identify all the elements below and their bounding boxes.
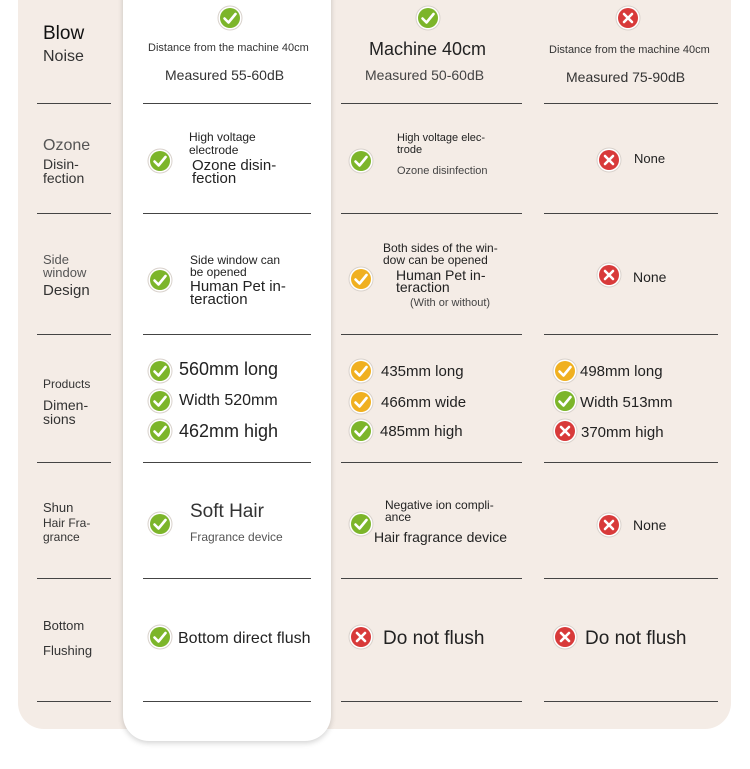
row-label-flushing bbox=[43, 619, 92, 657]
x-circle-icon bbox=[552, 418, 578, 444]
row-divider bbox=[544, 578, 718, 579]
x-circle-icon bbox=[596, 147, 622, 173]
cell-text: 435mm long bbox=[381, 363, 464, 380]
check-circle-icon bbox=[415, 5, 441, 31]
row-label-ozone bbox=[43, 138, 90, 185]
row-divider bbox=[143, 701, 311, 702]
check-circle-icon bbox=[552, 358, 578, 384]
check-circle-icon bbox=[348, 148, 374, 174]
row-divider bbox=[37, 701, 111, 702]
cell-text: None bbox=[633, 517, 667, 533]
cell-text: Measured 55-60dB bbox=[165, 67, 285, 83]
row-divider bbox=[341, 701, 522, 702]
check-circle-icon bbox=[147, 358, 173, 384]
row-label-line: Blow bbox=[43, 23, 85, 44]
cell-text: Width 520mm bbox=[179, 392, 278, 409]
row-divider bbox=[544, 701, 718, 702]
row-divider bbox=[37, 213, 111, 214]
row-label-line: Ozone bbox=[43, 137, 91, 154]
cell-text: teraction bbox=[190, 291, 248, 308]
x-circle-icon bbox=[596, 512, 622, 538]
cell-text: Both sides of the win- bbox=[383, 241, 498, 255]
row-label-dimensions bbox=[43, 378, 90, 426]
x-circle-icon bbox=[596, 262, 622, 288]
cell-text: Machine 40cm bbox=[369, 39, 487, 59]
check-circle-icon bbox=[147, 624, 173, 650]
cell-text: High voltage bbox=[189, 130, 256, 144]
row-divider bbox=[544, 103, 718, 104]
cell-text: Human Pet in- bbox=[396, 267, 486, 283]
row-divider bbox=[143, 462, 311, 463]
cell-text: Distance from the machine 40cm bbox=[148, 42, 309, 54]
row-label-line: Products bbox=[43, 377, 91, 391]
row-label-line: Side bbox=[43, 252, 70, 267]
row-divider bbox=[544, 213, 718, 214]
row-divider bbox=[341, 213, 522, 214]
check-circle-icon bbox=[348, 389, 374, 415]
check-circle-icon bbox=[348, 511, 374, 537]
cell-text: Ozone disin- bbox=[192, 157, 277, 174]
row-divider bbox=[341, 334, 522, 335]
row-label-line: Hair Fra- bbox=[43, 516, 91, 530]
row-label-line: Flushing bbox=[43, 643, 93, 658]
row-divider bbox=[37, 578, 111, 579]
cell-text: be opened bbox=[190, 265, 247, 279]
x-circle-icon bbox=[552, 624, 578, 650]
cell-text: fection bbox=[192, 170, 237, 187]
row-label-line: fection bbox=[43, 170, 85, 186]
cell-text: Side window can bbox=[190, 253, 281, 267]
cell-text: Soft Hair bbox=[190, 501, 264, 522]
check-circle-icon bbox=[147, 418, 173, 444]
cell-text: None bbox=[634, 151, 666, 166]
row-label-line: Dimen- bbox=[43, 397, 89, 413]
check-circle-icon bbox=[147, 511, 173, 537]
check-circle-icon bbox=[552, 388, 578, 414]
check-circle-icon bbox=[348, 418, 374, 444]
row-divider bbox=[143, 213, 311, 214]
cell-text: Fragrance device bbox=[190, 530, 283, 544]
row-label-line: Design bbox=[43, 282, 90, 299]
row-divider bbox=[341, 462, 522, 463]
cell-text: None bbox=[633, 269, 667, 285]
row-label-line: Bottom bbox=[43, 618, 85, 633]
row-divider bbox=[544, 334, 718, 335]
cell-text: teraction bbox=[396, 279, 450, 295]
row-divider bbox=[143, 334, 311, 335]
row-label-line: Noise bbox=[43, 48, 84, 65]
row-divider bbox=[143, 103, 311, 104]
cell-text: Negative ion compli- bbox=[385, 498, 494, 512]
check-circle-icon bbox=[147, 148, 173, 174]
cell-text: Bottom direct flush bbox=[178, 630, 311, 647]
row-divider bbox=[143, 578, 311, 579]
row-divider bbox=[341, 578, 522, 579]
cell-text: electrode bbox=[189, 143, 239, 157]
check-circle-icon bbox=[348, 358, 374, 384]
row-divider bbox=[37, 334, 111, 335]
row-label-noise bbox=[43, 24, 84, 65]
check-circle-icon bbox=[217, 5, 243, 31]
cell-text: Human Pet in- bbox=[190, 278, 286, 295]
cell-text: Ozone disinfection bbox=[397, 165, 488, 177]
cell-text: 462mm high bbox=[179, 421, 279, 441]
x-circle-icon bbox=[348, 624, 374, 650]
cell-text: Distance from the machine 40cm bbox=[549, 44, 710, 56]
row-divider bbox=[37, 462, 111, 463]
cell-text: High voltage elec- bbox=[397, 132, 486, 144]
row-divider bbox=[341, 103, 522, 104]
cell-text: Width 513mm bbox=[580, 394, 673, 411]
cell-text: 560mm long bbox=[179, 359, 279, 379]
cell-text: Measured 75-90dB bbox=[566, 69, 686, 85]
cell-text: 466mm wide bbox=[381, 394, 467, 411]
cell-text: dow can be opened bbox=[383, 253, 488, 267]
check-circle-icon bbox=[348, 266, 374, 292]
row-divider bbox=[544, 462, 718, 463]
cell-text: ance bbox=[385, 510, 412, 524]
cell-text: Measured 50-60dB bbox=[365, 67, 485, 83]
cell-text: Do not flush bbox=[383, 628, 485, 649]
row-label-line: Shun bbox=[43, 500, 74, 515]
check-circle-icon bbox=[147, 267, 173, 293]
row-label-line: Disin- bbox=[43, 156, 79, 172]
row-label-line: sions bbox=[43, 411, 76, 427]
row-label-side-window bbox=[43, 253, 90, 298]
cell-text: 498mm long bbox=[580, 363, 663, 380]
check-circle-icon bbox=[147, 388, 173, 414]
row-label-line: grance bbox=[43, 530, 80, 544]
cell-text: (With or without) bbox=[410, 297, 491, 309]
row-label-hair-fragrance bbox=[43, 501, 90, 543]
cell-text: 370mm high bbox=[581, 424, 664, 441]
cell-text: Do not flush bbox=[585, 628, 687, 649]
row-divider bbox=[37, 103, 111, 104]
cell-text: Hair fragrance device bbox=[374, 529, 508, 545]
row-label-line: window bbox=[43, 265, 87, 280]
x-circle-icon bbox=[615, 5, 641, 31]
cell-text: trode bbox=[397, 144, 423, 156]
cell-text: 485mm high bbox=[380, 423, 463, 440]
